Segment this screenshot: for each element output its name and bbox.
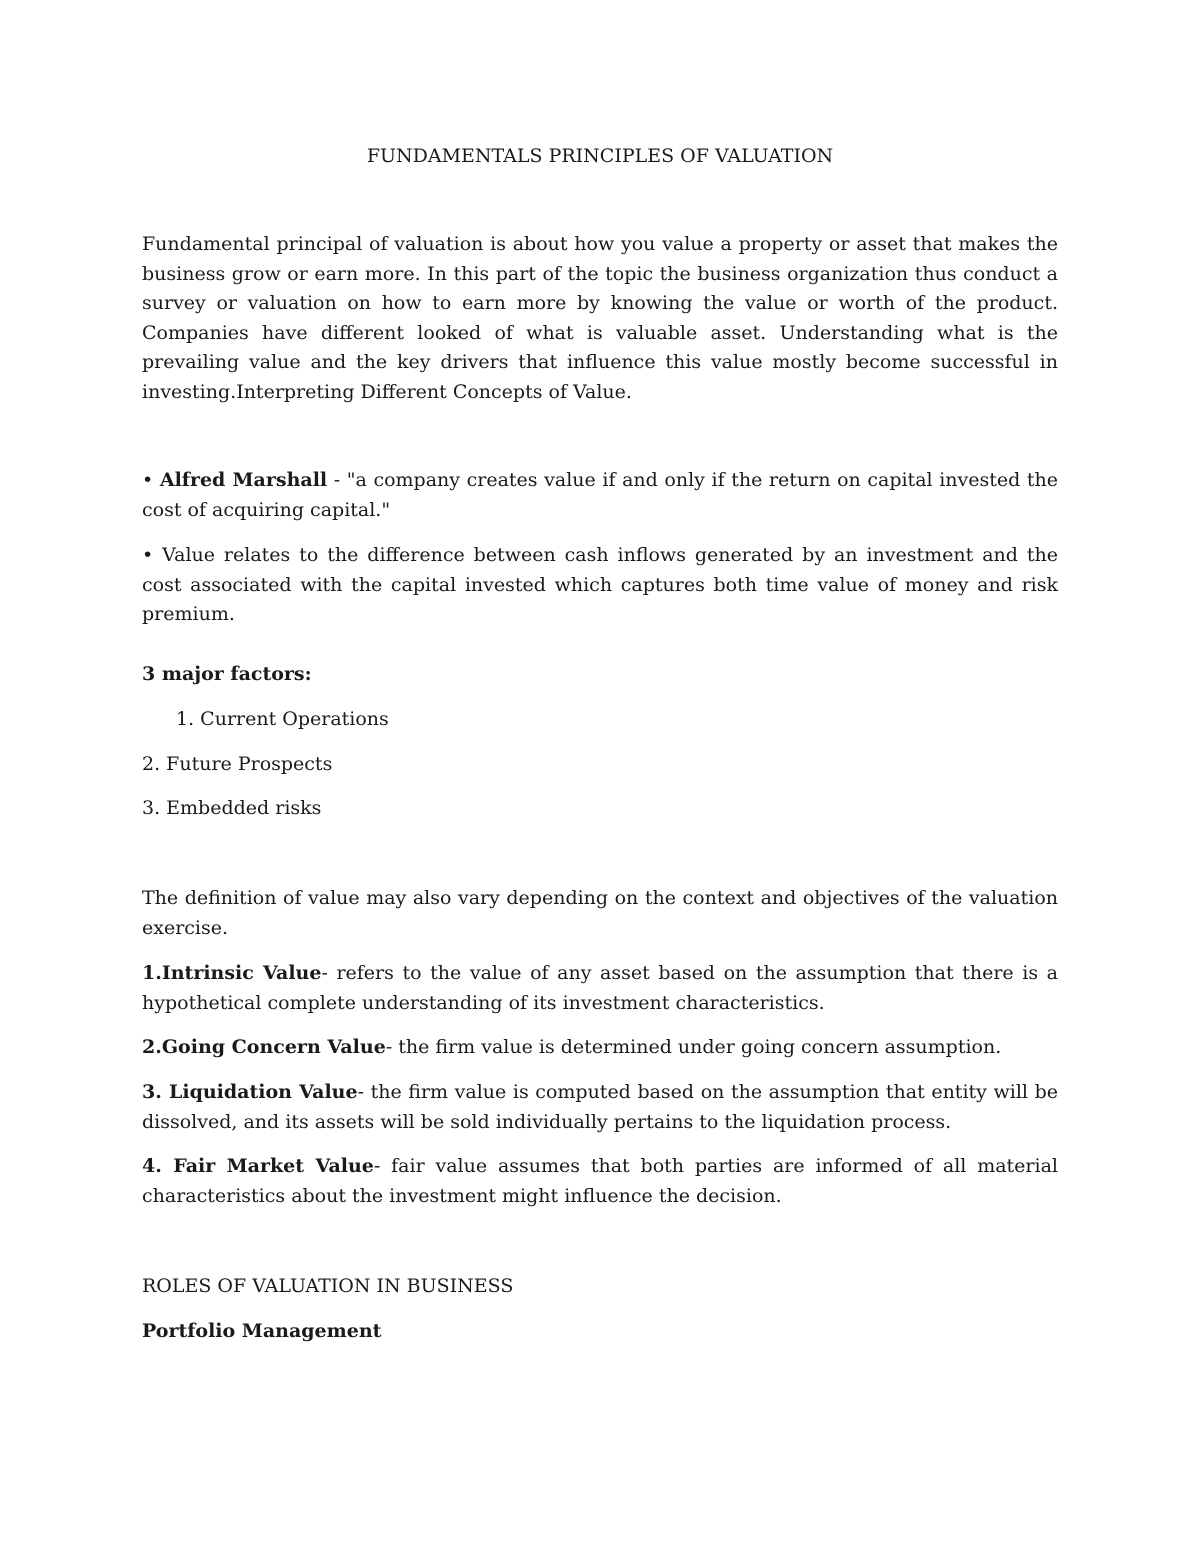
bullet-prefix: • [142,469,160,491]
definition-text: - fair value assumes that both parties are informed of all material characteristics about the investment might influence the decision. [142,1155,1058,1207]
factors-heading-text: 3 major factors: [142,663,312,685]
roles-heading: ROLES OF VALUATION IN BUSINESS [142,1275,514,1297]
bullet-value-relates: • Value relates to the difference between cash inflows generated by an investment and the cost associated with the capital invested which captures both time value of money and risk premium. [142,544,1058,625]
alfred-marshall-name: Alfred Marshall [159,469,328,491]
definition-intro: The definition of value may also vary depending on the context and objectives of the valuation exercise. [142,887,1058,939]
definition-going-concern-value [142,1033,1058,1063]
definition-term: 1.Intrinsic Value [142,962,322,984]
definition-liquidation-value [142,1078,1058,1137]
definition-text: - the firm value is computed based on the assumption that entity will be dissolved, and its assets will be sold individually pertains to the liquidation process. [142,1081,1058,1133]
definition-text: - the firm value is determined under going concern assumption. [385,1036,1002,1058]
factor-item: 3. Embedded risks [142,797,322,819]
portfolio-heading-text: Portfolio Management [142,1320,382,1342]
definition-term: 2.Going Concern Value [142,1036,386,1058]
alfred-marshall-quote: - "a company creates value if and only if the return on capital invested the cost of acquiring capital." [142,469,1059,521]
definition-term: 3. Liquidation Value [142,1081,358,1103]
definition-text: - refers to the value of any asset based on the assumption that there is a hypothetical complete understanding of its investment characteristics. [142,962,1058,1014]
intro-paragraph: Fundamental principal of valuation is about how you value a property or asset that makes the business grow or earn more. In this part of the topic the business organization thus conduct a survey or valuation on how to earn more by knowing the value or worth of the product. Companies have different looked of what is valuable asset. Understanding what is the prevailing value and the key drivers that influence this value mostly become successful in investing.Interpreting Different Concepts of Value. [142,233,1058,403]
bullet-alfred-marshall [142,466,1058,525]
factor-item: 2. Future Prospects [142,753,333,775]
portfolio-heading [142,1317,1058,1347]
factors-heading [142,660,1058,690]
definition-fair-market-value [142,1152,1058,1211]
definition-intrinsic-value [142,959,1058,1018]
definition-term: 4. Fair Market Value [142,1155,374,1177]
factor-item: 1. Current Operations [176,708,389,730]
document-title: FUNDAMENTALS PRINCIPLES OF VALUATION [366,145,834,167]
